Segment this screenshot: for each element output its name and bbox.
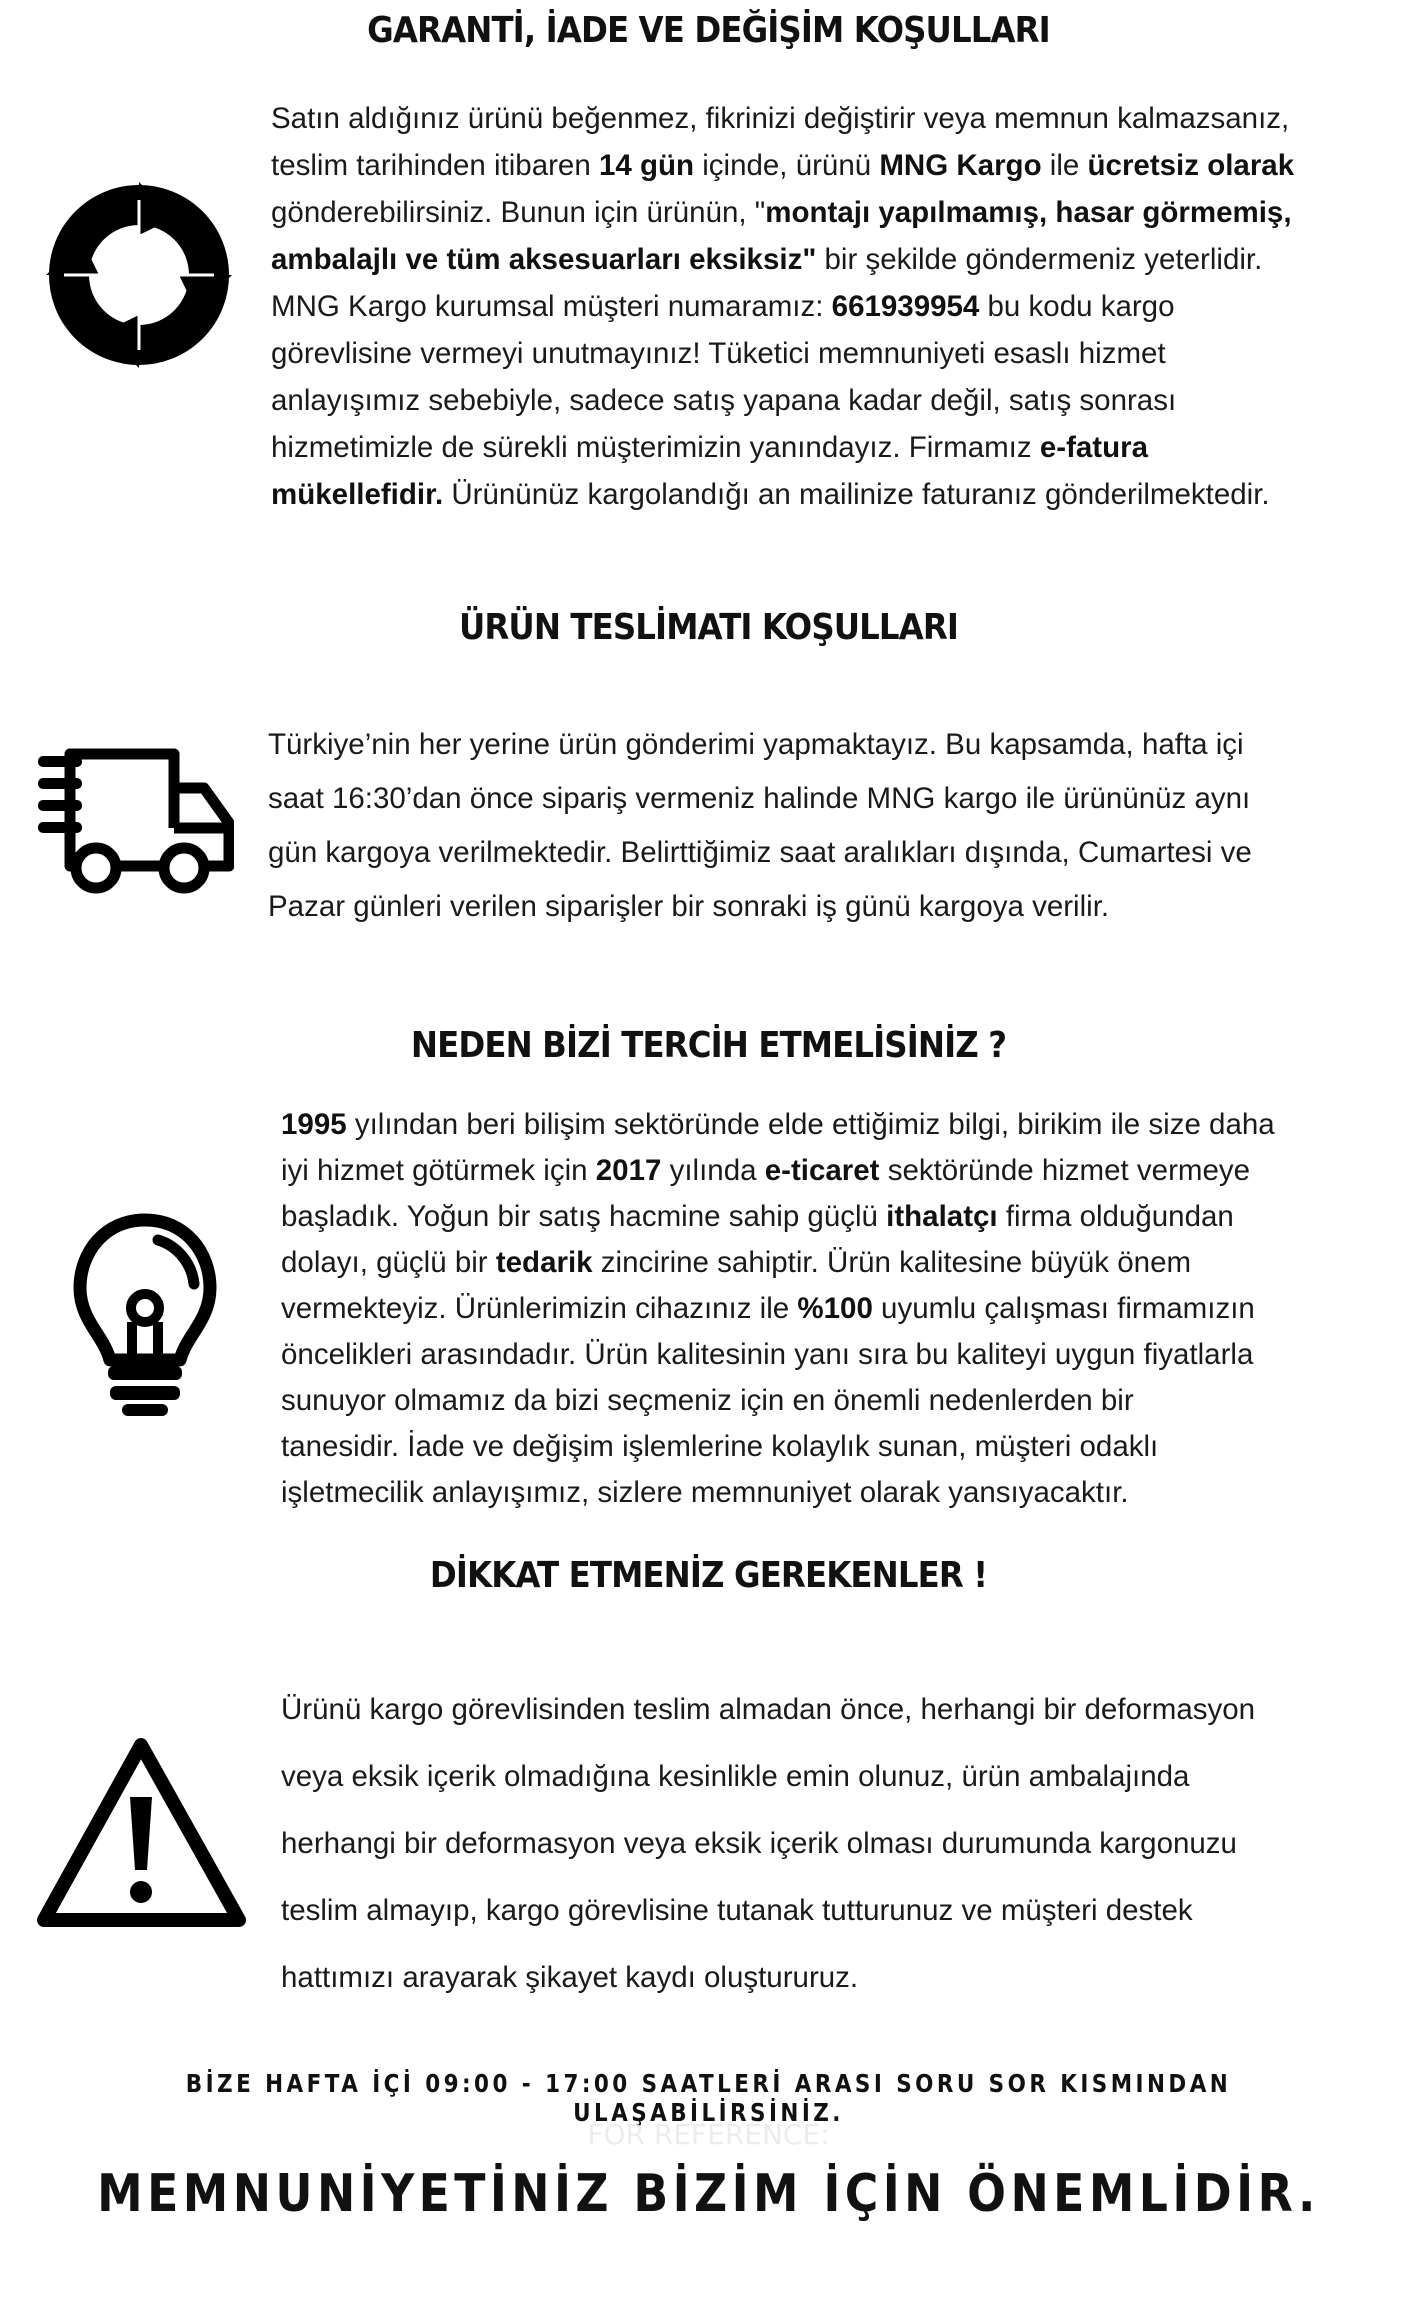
refresh-cycle-icon	[44, 180, 234, 370]
satisfaction-tagline: MEMNUNİYETİNİZ BİZİM İÇİN ÖNEMLİDİR.	[97, 2164, 1320, 2224]
delivery-title: ÜRÜN TESLİMATI KOŞULLARI	[458, 607, 959, 648]
warranty-title: GARANTİ, İADE VE DEĞİŞİM KOŞULLARI	[367, 10, 1050, 51]
contact-hours-notice: BİZE HAFTA İÇİ 09:00 - 17:00 SAATLERİ ARASI SORU SOR KISMINDAN ULAŞABİLİRSİNİZ.	[185, 2069, 1232, 2127]
delivery-truck-icon	[34, 748, 234, 898]
delivery-text: Türkiye’nin her yerine ürün gönderimi yapmaktayız. Bu kapsamda, hafta içi saat 16:30’dan önce sipariş vermeniz halinde MNG kargo ile ürününüz aynı gün kargoya verilmektedir. Belirttiğimiz saat aralıkları dışında, Cumartesi ve Pazar günleri verilen siparişler bir sonraki iş günü kargoya verilir.	[268, 728, 1252, 923]
light-bulb-icon	[70, 1210, 220, 1420]
why-us-title: NEDEN BİZİ TERCİH ETMELİSİNİZ ?	[410, 1025, 1007, 1066]
warning-triangle-icon	[34, 1735, 249, 1930]
why-us-text: 1995 yılından beri bilişim sektöründe elde ettiğimiz bilgi, birikim ile size daha iyi hizmet götürmek için 2017 yılında e-ticaret sektöründe hizmet vermeye başladık. Yoğun bir satış hacmine sahip güçlü ithalatçı firma olduğundan dolayı, güçlü bir tedarik zincirine sahiptir. Ürün kalitesine büyük önem vermekteyiz. Ürünlerimizin cihazınız ile %100 uyumlu çalışması firmamızın öncelikleri arasındadır. Ürün kalitesinin yanı sıra bu kaliteyi uygun fiyatlarla sunuyor olmamız da bizi seçmeniz için en önemli nedenlerden bir tanesidir. İade ve değişim işlemlerine kolaylık sunan, müşteri odaklı işletmecilik anlayışımız, sizlere memnuniyet olarak yansıyacaktır.	[281, 1108, 1275, 1509]
warranty-text: Satın aldığınız ürünü beğenmez, fikrinizi değiştirir veya memnun kalmazsanız, teslim tarihinden itibaren 14 gün içinde, ürünü MNG Kargo ile ücretsiz olarak gönderebilirsiniz. Bunun için ürünün, "montajı yapılmamış, hasar görmemiş, ambalajlı ve tüm aksesuarları eksiksiz" bir şekilde göndermeniz yeterlidir. MNG Kargo kurumsal müşteri numaramız: 661939954 bu kodu kargo görevlisine vermeyi unutmayınız! Tüketici memnuniyeti esaslı hizmet anlayışımız sebebiyle, sadece satış yapana kadar değil, satış sonrası hizmetimizle de sürekli müşterimizin yanındayız. Firmamız e-fatura mükellefidir. Ürününüz kargolandığı an mailinize faturanız gönderilmektedir.	[271, 102, 1295, 511]
attention-title: DİKKAT ETMENİZ GEREKENLER !	[429, 1555, 988, 1596]
attention-text: Ürünü kargo görevlisinden teslim almadan önce, herhangi bir deformasyon veya eksik içerik olmadığına kesinlikle emin olunuz, ürün ambalajında herhangi bir deformasyon veya eksik içerik olması durumunda kargonuzu teslim almayıp, kargo görevlisine tutanak tutturunuz ve müşteri destek hattımızı arayarak şikayet kaydı oluştururuz.	[281, 1693, 1256, 1994]
reference-watermark: FOR REFERENCE:	[587, 2118, 830, 2151]
